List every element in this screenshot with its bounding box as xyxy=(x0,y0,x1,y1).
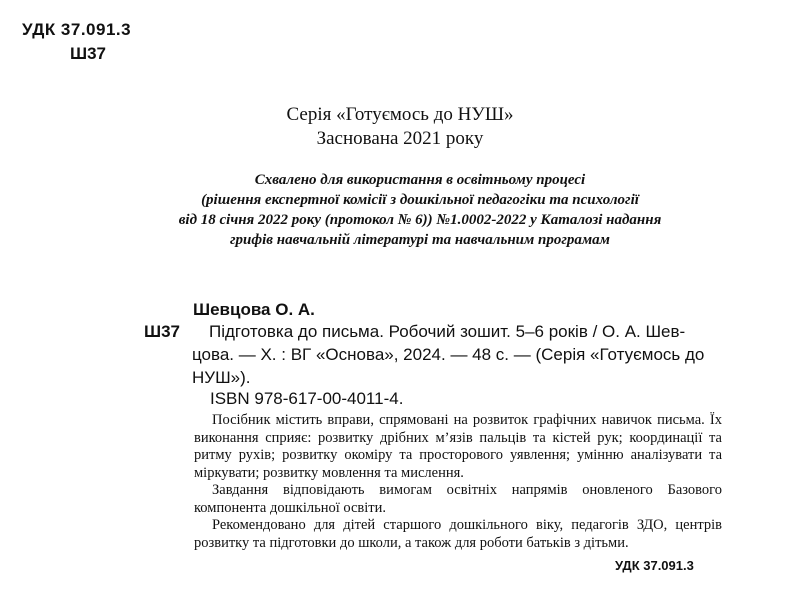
annotation-paragraph: Рекомендовано для дітей старшого дошкільного віку, педагогів ЗДО, центрів розвитку та підготовки до школи, а також для роботи батьків з дітьми. xyxy=(194,517,722,551)
approval-line: Схвалено для використання в освітньому процесі xyxy=(254,172,586,188)
approval-line: грифів навчальній літературі та навчальним програмам xyxy=(230,232,610,248)
series-title: Серія «Готуємось до НУШ» xyxy=(286,104,514,125)
approval-line: (рішення експертної комісії з дошкільної педагогіки та психології xyxy=(201,192,639,208)
annotation xyxy=(194,412,722,552)
annotation-paragraph: Посібник містить вправи, спрямовані на розвиток графічних навичок письма. Їх виконання сприяє: розвитку дрібних м’язів пальців та кістей рук; координації та ритму рухів; розвитку окоміру та просторового уявлення; умінню аналізувати та міркувати; розвитку мовлення та мислення. xyxy=(194,412,722,481)
approval-statement xyxy=(130,170,710,250)
biblio-line: Підготовка до письма. Робочий зошит. 5–6 років / О. А. Шев- xyxy=(209,322,686,341)
approval-line: від 18 січня 2022 року (протокол № 6)) №1.0002-2022 у Каталозі надання xyxy=(178,212,662,228)
udk-code-top: УДК 37.091.3 xyxy=(22,20,132,39)
series-block xyxy=(0,103,800,151)
biblio-line: цова. — Х. : ВГ «Основа», 2024. — 48 с. — (Серія «Готуємось до xyxy=(192,345,705,364)
series-founded: Заснована 2021 року xyxy=(316,128,484,149)
annotation-paragraph: Завдання відповідають вимогам освітніх напрямів оновленого Базового компонента дошкільної освіти. xyxy=(194,482,722,516)
author-sign: Ш37 xyxy=(144,322,180,341)
author-sign-top: Ш37 xyxy=(70,44,106,63)
bibliographic-description xyxy=(192,320,722,389)
author-heading: Шевцова О. А. xyxy=(193,300,315,319)
biblio-line: НУШ»). xyxy=(192,368,251,387)
udk-code-bottom: УДК 37.091.3 xyxy=(615,558,694,573)
isbn: ISBN 978-617-00-4011-4. xyxy=(210,389,404,408)
